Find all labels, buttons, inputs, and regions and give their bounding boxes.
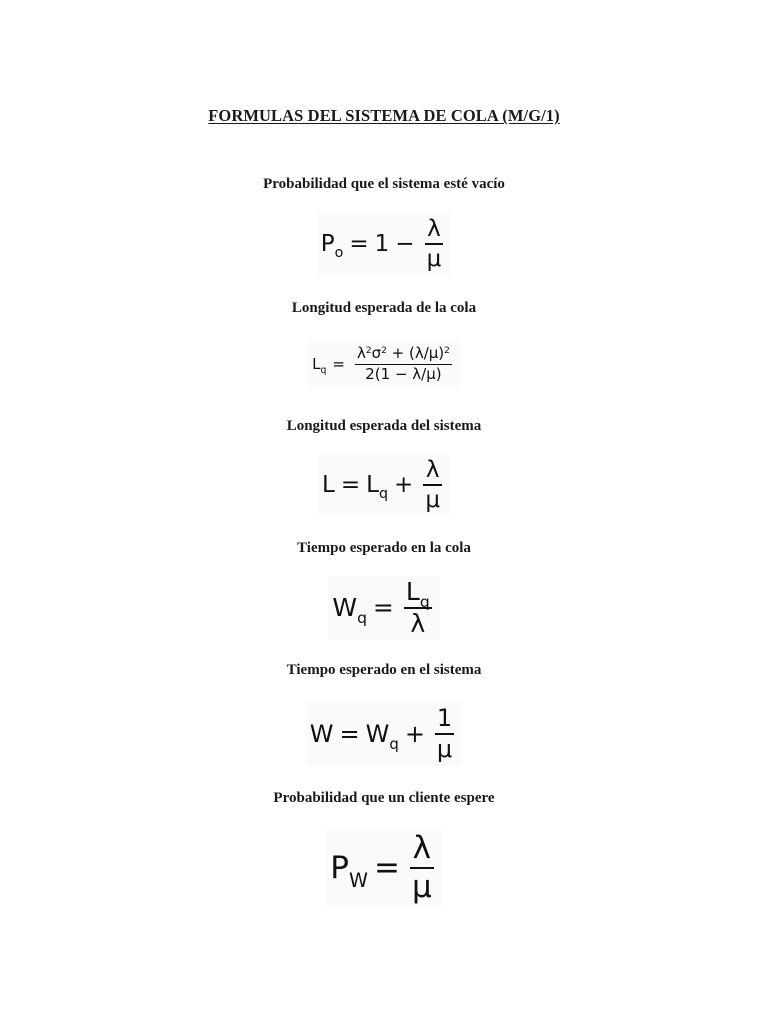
fraction-denominator: μ <box>436 734 453 763</box>
formula-term: $W_q$ <box>365 719 399 753</box>
formula-lhs: W <box>309 719 334 748</box>
formula-system-length <box>0 450 768 520</box>
fraction-denominator: μ <box>411 868 432 905</box>
fraction-numerator: $\lambda^2\sigma^2 + (\lambda/\mu)^2$ <box>356 344 450 363</box>
section-heading-system-time: Tiempo esperado en el sistema <box>286 662 482 678</box>
formula-box <box>326 829 441 908</box>
formula-queue-time <box>0 572 768 644</box>
fraction-numerator: $L_q$ <box>405 576 430 611</box>
fraction-numerator: λ <box>427 215 441 242</box>
section-heading-empty-probability: Probabilidad que el sistema esté vacío <box>263 176 505 192</box>
formula-lhs: $P_o$ <box>320 230 344 262</box>
document-title: FORMULAS DEL SISTEMA DE COLA (M/G/1) <box>208 106 560 125</box>
formula-box <box>317 214 451 274</box>
fraction <box>404 578 432 639</box>
formula-lhs: $W_q$ <box>332 593 367 628</box>
equals-sign: = <box>332 355 345 373</box>
formula-lhs: $P_W$ <box>330 849 368 892</box>
equals-sign: = <box>372 593 394 623</box>
minus-sign: − <box>395 230 415 257</box>
fraction-numerator: λ <box>412 829 432 866</box>
fraction <box>423 457 442 513</box>
fraction-denominator: μ <box>426 245 442 272</box>
fraction <box>410 831 434 906</box>
formula-term: $L_q$ <box>366 471 389 503</box>
constant-one: 1 <box>374 230 390 257</box>
formula-box <box>306 703 462 766</box>
equals-sign: = <box>340 471 361 498</box>
formula-box <box>328 576 439 641</box>
equals-sign: = <box>349 230 369 257</box>
plus-sign: + <box>404 719 425 748</box>
fraction-denominator: λ <box>410 608 426 638</box>
fraction <box>355 345 452 383</box>
plus-sign: + <box>394 471 414 498</box>
formula-lhs: $L_q$ <box>312 355 327 377</box>
section-heading-system-length: Longitud esperada del sistema <box>286 418 482 434</box>
formula-wait-probability <box>0 822 768 914</box>
formula-box <box>308 343 460 385</box>
fraction-denominator: μ <box>425 486 440 513</box>
formula-lhs: L <box>322 471 335 498</box>
fraction-denominator: 2(1 − λ/μ) <box>365 364 442 383</box>
formula-queue-length <box>0 336 768 392</box>
fraction-numerator: 1 <box>436 703 453 732</box>
section-heading-queue-time: Tiempo esperado en la cola <box>297 540 471 556</box>
equals-sign: = <box>373 849 400 886</box>
fraction <box>435 705 454 764</box>
fraction-numerator: λ <box>425 456 440 483</box>
section-heading-wait-probability: Probabilidad que un cliente espere <box>273 790 495 806</box>
formula-system-time <box>0 696 768 772</box>
equals-sign: = <box>339 719 360 748</box>
formula-box <box>318 455 450 515</box>
formula-empty-probability <box>0 208 768 280</box>
section-heading-queue-length: Longitud esperada de la cola <box>291 300 477 316</box>
fraction <box>425 216 444 272</box>
